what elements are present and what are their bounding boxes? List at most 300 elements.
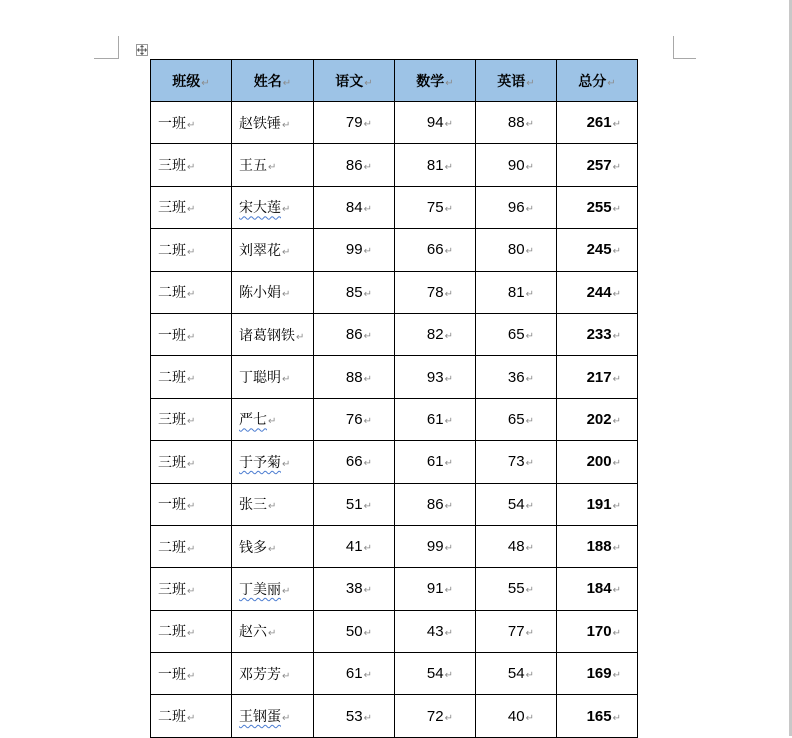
table-row: [151, 144, 638, 186]
cell-chinese[interactable]: [314, 144, 395, 186]
paragraph-mark-icon: ↵: [525, 585, 534, 597]
cell-name-value: 丁美丽: [239, 581, 281, 598]
paragraph-mark-icon: ↵: [363, 331, 372, 343]
header-label: 语文: [335, 73, 364, 90]
paragraph-mark-icon: ↵: [187, 162, 196, 174]
cell-name-value: 陈小娟: [239, 285, 281, 302]
cell-class-value: 二班: [158, 624, 186, 641]
header-label: 班级: [172, 73, 201, 90]
table-row: [151, 695, 638, 737]
cell-math-value: 66: [426, 241, 444, 259]
paragraph-mark-icon: ↵: [612, 543, 621, 555]
cell-total[interactable]: [557, 398, 638, 440]
paragraph-mark-icon: ↵: [526, 77, 535, 89]
cell-english[interactable]: [476, 229, 557, 271]
cell-chinese-value: 84: [345, 198, 363, 216]
cell-english[interactable]: [476, 610, 557, 652]
cell-math[interactable]: [395, 102, 476, 144]
cell-class[interactable]: [151, 483, 232, 525]
paragraph-mark-icon: ↵: [201, 77, 210, 89]
paragraph-mark-icon: ↵: [445, 77, 454, 89]
header-total[interactable]: [557, 60, 638, 102]
paragraph-mark-icon: ↵: [444, 543, 453, 555]
cell-chinese[interactable]: [314, 313, 395, 355]
cell-total-value: 245: [586, 241, 612, 259]
table-row: [151, 398, 638, 440]
cell-total[interactable]: [557, 483, 638, 525]
paragraph-mark-icon: ↵: [612, 585, 621, 597]
cell-math-value: 94: [426, 114, 444, 132]
cell-total[interactable]: [557, 229, 638, 271]
score-table: [150, 59, 638, 738]
paragraph-mark-icon: ↵: [363, 246, 372, 258]
paragraph-mark-icon: ↵: [363, 458, 372, 470]
paragraph-mark-icon: ↵: [187, 331, 196, 343]
paragraph-mark-icon: ↵: [444, 288, 453, 300]
cell-english[interactable]: [476, 186, 557, 228]
cell-english-value: 65: [507, 326, 525, 344]
cell-name[interactable]: [232, 398, 314, 440]
cell-english-value: 73: [507, 453, 525, 471]
paragraph-mark-icon: ↵: [282, 670, 291, 682]
table-header-row: [151, 60, 638, 102]
paragraph-mark-icon: ↵: [444, 500, 453, 512]
cell-chinese[interactable]: [314, 398, 395, 440]
table-row: [151, 441, 638, 483]
cell-class[interactable]: [151, 610, 232, 652]
cell-total-value: 188: [586, 538, 612, 556]
paragraph-mark-icon: ↵: [612, 415, 621, 427]
cell-class-value: 二班: [158, 242, 186, 259]
cell-chinese-value: 85: [345, 283, 363, 301]
table-row: [151, 610, 638, 652]
cell-class-value: 一班: [158, 115, 186, 132]
cell-math[interactable]: [395, 610, 476, 652]
paragraph-mark-icon: ↵: [282, 374, 291, 386]
paragraph-mark-icon: ↵: [363, 373, 372, 385]
cell-chinese[interactable]: [314, 695, 395, 737]
cell-chinese[interactable]: [314, 525, 395, 567]
paragraph-mark-icon: ↵: [444, 670, 453, 682]
cell-total-value: 257: [586, 156, 612, 174]
cell-class-value: 一班: [158, 327, 186, 344]
cell-english[interactable]: [476, 144, 557, 186]
cell-english-value: 90: [507, 156, 525, 174]
cell-chinese-value: 86: [345, 156, 363, 174]
paragraph-mark-icon: ↵: [612, 288, 621, 300]
cell-class-value: 三班: [158, 581, 186, 598]
paragraph-mark-icon: ↵: [525, 373, 534, 385]
cell-math-value: 86: [426, 495, 444, 513]
cell-class[interactable]: [151, 525, 232, 567]
cell-english[interactable]: [476, 525, 557, 567]
table-row: [151, 356, 638, 398]
cell-name[interactable]: [232, 356, 314, 398]
paragraph-mark-icon: ↵: [187, 458, 196, 470]
cell-english[interactable]: [476, 102, 557, 144]
header-chinese[interactable]: [314, 60, 395, 102]
paragraph-mark-icon: ↵: [363, 500, 372, 512]
cell-math[interactable]: [395, 186, 476, 228]
header-label: 姓名: [253, 73, 282, 90]
paragraph-mark-icon: ↵: [612, 373, 621, 385]
cell-chinese-value: 41: [345, 538, 363, 556]
cell-class-value: 二班: [158, 709, 186, 726]
cell-total[interactable]: [557, 695, 638, 737]
paragraph-mark-icon: ↵: [187, 204, 196, 216]
cell-total[interactable]: [557, 186, 638, 228]
cell-math-value: 78: [426, 283, 444, 301]
cell-total-value: 170: [586, 622, 612, 640]
paragraph-mark-icon: ↵: [364, 77, 373, 89]
cell-english-value: 80: [507, 241, 525, 259]
paragraph-mark-icon: ↵: [444, 119, 453, 131]
cell-english-value: 96: [507, 198, 525, 216]
paragraph-mark-icon: ↵: [444, 415, 453, 427]
paragraph-mark-icon: ↵: [363, 415, 372, 427]
cell-math-value: 91: [426, 580, 444, 598]
cell-math[interactable]: [395, 271, 476, 313]
paragraph-mark-icon: ↵: [612, 331, 621, 343]
paragraph-mark-icon: ↵: [525, 288, 534, 300]
cell-chinese[interactable]: [314, 441, 395, 483]
cell-math[interactable]: [395, 483, 476, 525]
cell-english[interactable]: [476, 483, 557, 525]
table-row: [151, 525, 638, 567]
cell-chinese[interactable]: [314, 610, 395, 652]
paragraph-mark-icon: ↵: [525, 331, 534, 343]
paragraph-mark-icon: ↵: [525, 500, 534, 512]
cell-english-value: 48: [507, 538, 525, 556]
cell-chinese[interactable]: [314, 483, 395, 525]
cell-math-value: 61: [426, 453, 444, 471]
cell-class[interactable]: [151, 271, 232, 313]
cell-chinese[interactable]: [314, 271, 395, 313]
header-label: 英语: [497, 73, 526, 90]
paragraph-mark-icon: ↵: [444, 712, 453, 724]
table-row: [151, 483, 638, 525]
cell-class[interactable]: [151, 313, 232, 355]
table-move-handle-icon[interactable]: [136, 44, 148, 56]
cell-chinese[interactable]: [314, 186, 395, 228]
cell-total[interactable]: [557, 144, 638, 186]
paragraph-mark-icon: ↵: [187, 670, 196, 682]
cell-math[interactable]: [395, 695, 476, 737]
cell-name[interactable]: [232, 313, 314, 355]
cell-name[interactable]: [232, 568, 314, 610]
paragraph-mark-icon: ↵: [525, 670, 534, 682]
paragraph-mark-icon: ↵: [296, 331, 305, 343]
cell-chinese[interactable]: [314, 568, 395, 610]
cell-class[interactable]: [151, 102, 232, 144]
paragraph-mark-icon: ↵: [444, 458, 453, 470]
cell-math[interactable]: [395, 144, 476, 186]
paragraph-mark-icon: ↵: [444, 203, 453, 215]
paragraph-mark-icon: ↵: [612, 203, 621, 215]
cell-math[interactable]: [395, 356, 476, 398]
table-row: [151, 229, 638, 271]
cell-math-value: 99: [426, 538, 444, 556]
cell-math-value: 81: [426, 156, 444, 174]
table-row: [151, 271, 638, 313]
paragraph-mark-icon: ↵: [363, 161, 372, 173]
cell-total-value: 217: [586, 368, 612, 386]
paragraph-mark-icon: ↵: [187, 416, 196, 428]
cell-chinese-value: 99: [345, 241, 363, 259]
paragraph-mark-icon: ↵: [363, 627, 372, 639]
cell-english-value: 77: [507, 622, 525, 640]
cell-total-value: 202: [586, 410, 612, 428]
paragraph-mark-icon: ↵: [187, 713, 196, 725]
cell-class-value: 三班: [158, 158, 186, 175]
paragraph-mark-icon: ↵: [187, 119, 196, 131]
cell-class-value: 二班: [158, 539, 186, 556]
paragraph-mark-icon: ↵: [444, 161, 453, 173]
paragraph-mark-icon: ↵: [444, 331, 453, 343]
cell-english[interactable]: [476, 441, 557, 483]
cell-math-value: 54: [426, 665, 444, 683]
cell-english-value: 54: [507, 495, 525, 513]
paragraph-mark-icon: ↵: [612, 161, 621, 173]
cell-english[interactable]: [476, 695, 557, 737]
cell-total[interactable]: [557, 356, 638, 398]
cell-name-value: 严七: [239, 412, 267, 429]
paragraph-mark-icon: ↵: [612, 458, 621, 470]
paragraph-mark-icon: ↵: [187, 628, 196, 640]
cell-total[interactable]: [557, 271, 638, 313]
paragraph-mark-icon: ↵: [282, 585, 291, 597]
cell-class[interactable]: [151, 398, 232, 440]
paragraph-mark-icon: ↵: [612, 712, 621, 724]
cell-total-value: 184: [586, 580, 612, 598]
cell-name[interactable]: [232, 483, 314, 525]
paragraph-mark-icon: ↵: [282, 204, 291, 216]
cell-english[interactable]: [476, 271, 557, 313]
cell-class[interactable]: [151, 356, 232, 398]
cell-class-value: 二班: [158, 285, 186, 302]
cell-class-value: 三班: [158, 454, 186, 471]
cell-name-value: 宋大莲: [239, 200, 281, 217]
cell-english[interactable]: [476, 356, 557, 398]
cell-name[interactable]: [232, 441, 314, 483]
paragraph-mark-icon: ↵: [444, 246, 453, 258]
cell-class[interactable]: [151, 229, 232, 271]
cell-total-value: 244: [586, 283, 612, 301]
paragraph-mark-icon: ↵: [612, 119, 621, 131]
cell-class-value: 一班: [158, 497, 186, 514]
cell-chinese-value: 88: [345, 368, 363, 386]
paragraph-mark-icon: ↵: [525, 458, 534, 470]
cell-chinese[interactable]: [314, 102, 395, 144]
paragraph-mark-icon: ↵: [525, 712, 534, 724]
paragraph-mark-icon: ↵: [363, 585, 372, 597]
paragraph-mark-icon: ↵: [612, 670, 621, 682]
cell-chinese-value: 38: [345, 580, 363, 598]
cell-total-value: 255: [586, 198, 612, 216]
paragraph-mark-icon: ↵: [282, 713, 291, 725]
paragraph-mark-icon: ↵: [187, 289, 196, 301]
cell-total[interactable]: [557, 102, 638, 144]
cell-english[interactable]: [476, 313, 557, 355]
cell-class[interactable]: [151, 441, 232, 483]
paragraph-mark-icon: ↵: [187, 374, 196, 386]
paragraph-mark-icon: ↵: [187, 585, 196, 597]
paragraph-mark-icon: ↵: [363, 203, 372, 215]
cell-english-value: 81: [507, 283, 525, 301]
cell-english-value: 65: [507, 410, 525, 428]
cell-total-value: 165: [586, 707, 612, 725]
paragraph-mark-icon: ↵: [363, 712, 372, 724]
cell-chinese-value: 53: [345, 707, 363, 725]
paragraph-mark-icon: ↵: [525, 246, 534, 258]
cell-math-value: 72: [426, 707, 444, 725]
cell-class[interactable]: [151, 653, 232, 695]
paragraph-mark-icon: ↵: [363, 670, 372, 682]
cell-class-value: 一班: [158, 666, 186, 683]
cell-chinese-value: 51: [345, 495, 363, 513]
header-class[interactable]: [151, 60, 232, 102]
cell-math-value: 93: [426, 368, 444, 386]
paragraph-mark-icon: ↵: [187, 501, 196, 513]
cell-chinese-value: 61: [345, 665, 363, 683]
header-label: 总分: [578, 73, 607, 90]
cell-english-value: 40: [507, 707, 525, 725]
paragraph-mark-icon: ↵: [444, 373, 453, 385]
cell-class[interactable]: [151, 568, 232, 610]
cell-math-value: 75: [426, 198, 444, 216]
header-math[interactable]: [395, 60, 476, 102]
cell-math[interactable]: [395, 398, 476, 440]
cell-name[interactable]: [232, 186, 314, 228]
paragraph-mark-icon: ↵: [363, 119, 372, 131]
cell-name-value: 钱多: [239, 539, 267, 556]
table-row: [151, 186, 638, 228]
paragraph-mark-icon: ↵: [525, 627, 534, 639]
cell-chinese[interactable]: [314, 356, 395, 398]
cell-total[interactable]: [557, 525, 638, 567]
paragraph-mark-icon: ↵: [525, 203, 534, 215]
cell-name[interactable]: [232, 610, 314, 652]
cell-total[interactable]: [557, 653, 638, 695]
cell-class-value: 二班: [158, 370, 186, 387]
header-name[interactable]: [232, 60, 314, 102]
cell-name[interactable]: [232, 102, 314, 144]
cell-class-value: 三班: [158, 200, 186, 217]
cell-total-value: 169: [586, 665, 612, 683]
cell-total[interactable]: [557, 441, 638, 483]
cell-total-value: 233: [586, 326, 612, 344]
cell-name-value: 于予菊: [239, 454, 281, 471]
cell-math-value: 43: [426, 622, 444, 640]
cell-class[interactable]: [151, 695, 232, 737]
cell-english[interactable]: [476, 398, 557, 440]
table-row: [151, 653, 638, 695]
cell-name-value: 赵六: [239, 624, 267, 641]
paragraph-mark-icon: ↵: [444, 627, 453, 639]
cell-name[interactable]: [232, 144, 314, 186]
cell-chinese[interactable]: [314, 229, 395, 271]
paragraph-mark-icon: ↵: [187, 246, 196, 258]
cell-total[interactable]: [557, 610, 638, 652]
paragraph-mark-icon: ↵: [268, 543, 277, 555]
cell-name[interactable]: [232, 695, 314, 737]
cell-class-value: 三班: [158, 412, 186, 429]
cell-math[interactable]: [395, 653, 476, 695]
cell-total-value: 261: [586, 114, 612, 132]
paragraph-mark-icon: ↵: [607, 77, 616, 89]
paragraph-mark-icon: ↵: [525, 161, 534, 173]
cell-chinese-value: 79: [345, 114, 363, 132]
cell-chinese[interactable]: [314, 653, 395, 695]
paragraph-mark-icon: ↵: [268, 628, 277, 640]
cell-name[interactable]: [232, 653, 314, 695]
cell-chinese-value: 76: [345, 410, 363, 428]
cell-math[interactable]: [395, 525, 476, 567]
table-row: [151, 313, 638, 355]
cell-english[interactable]: [476, 568, 557, 610]
paragraph-mark-icon: ↵: [612, 500, 621, 512]
cell-name-value: 丁聪明: [239, 370, 281, 387]
cell-math[interactable]: [395, 313, 476, 355]
paragraph-mark-icon: ↵: [282, 246, 291, 258]
cell-name[interactable]: [232, 525, 314, 567]
table-row: [151, 102, 638, 144]
paragraph-mark-icon: ↵: [525, 119, 534, 131]
paragraph-mark-icon: ↵: [268, 416, 277, 428]
header-english[interactable]: [476, 60, 557, 102]
paragraph-mark-icon: ↵: [282, 458, 291, 470]
header-label: 数学: [416, 73, 445, 90]
cell-english[interactable]: [476, 653, 557, 695]
cell-chinese-value: 66: [345, 453, 363, 471]
cell-chinese-value: 50: [345, 622, 363, 640]
cell-math[interactable]: [395, 441, 476, 483]
paragraph-mark-icon: ↵: [612, 246, 621, 258]
paragraph-mark-icon: ↵: [282, 119, 291, 131]
paragraph-mark-icon: ↵: [363, 543, 372, 555]
cell-name-value: 诸葛钢铁: [239, 327, 295, 344]
cell-name[interactable]: [232, 271, 314, 313]
paragraph-mark-icon: ↵: [612, 627, 621, 639]
paragraph-mark-icon: ↵: [525, 415, 534, 427]
paragraph-mark-icon: ↵: [282, 289, 291, 301]
margin-corner-mark-right: [673, 36, 696, 59]
cell-total-value: 200: [586, 453, 612, 471]
cell-name-value: 邓芳芳: [239, 666, 281, 683]
cell-class[interactable]: [151, 144, 232, 186]
cell-math[interactable]: [395, 568, 476, 610]
cell-name-value: 张三: [239, 497, 267, 514]
paragraph-mark-icon: ↵: [268, 501, 277, 513]
cell-name[interactable]: [232, 229, 314, 271]
cell-total-value: 191: [586, 495, 612, 513]
cell-english-value: 54: [507, 665, 525, 683]
cell-total[interactable]: [557, 313, 638, 355]
paragraph-mark-icon: ↵: [282, 77, 292, 89]
cell-class[interactable]: [151, 186, 232, 228]
cell-english-value: 55: [507, 580, 525, 598]
cell-total[interactable]: [557, 568, 638, 610]
cell-name-value: 王五: [239, 158, 267, 175]
paragraph-mark-icon: ↵: [525, 543, 534, 555]
paragraph-mark-icon: ↵: [363, 288, 372, 300]
paragraph-mark-icon: ↵: [444, 585, 453, 597]
cell-math-value: 82: [426, 326, 444, 344]
cell-english-value: 88: [507, 114, 525, 132]
paragraph-mark-icon: ↵: [268, 162, 277, 174]
cell-english-value: 36: [507, 368, 525, 386]
cell-math[interactable]: [395, 229, 476, 271]
